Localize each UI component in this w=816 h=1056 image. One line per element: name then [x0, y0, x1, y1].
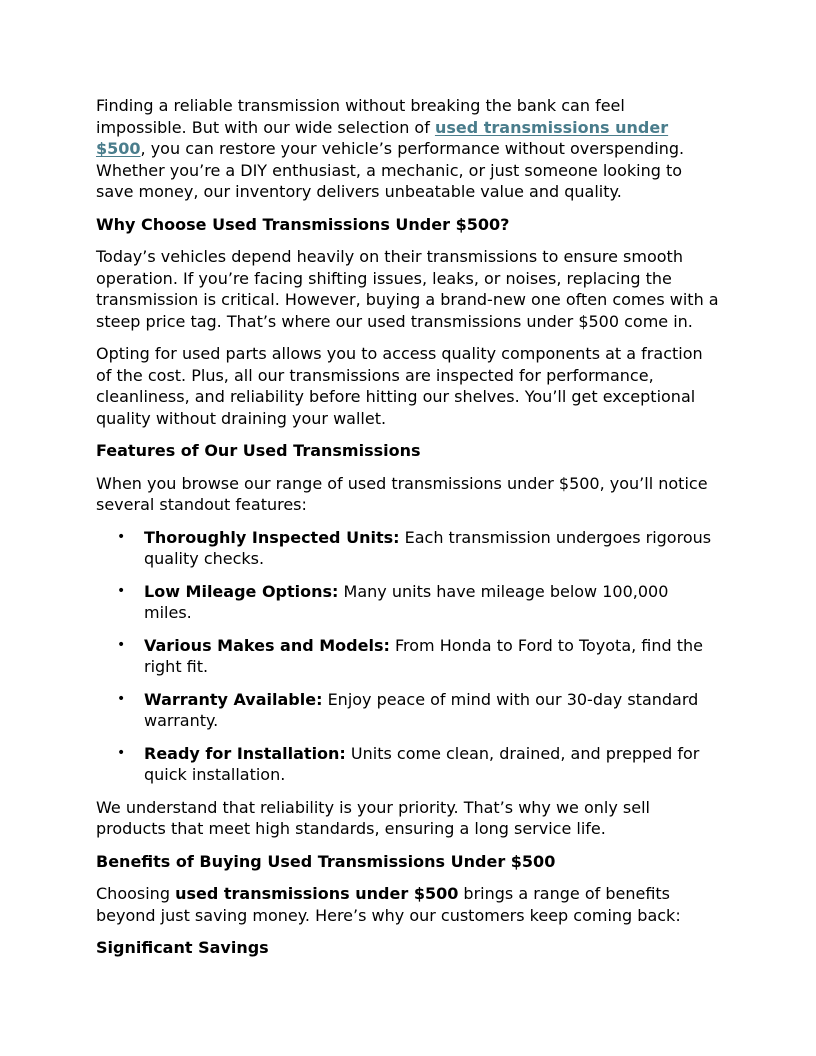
- list-item: [117, 635, 720, 678]
- why-paragraph-1: Today’s vehicles depend heavily on their transmissions to ensure smooth operation. If you’re facing shifting issues, leaks, or noises, replacing the transmission is critical. However, buying a brand-new one often comes with a steep price tag. That’s where our used transmissions under $500 come in.: [96, 247, 719, 331]
- features-heading: Features of Our Used Transmissions: [96, 441, 421, 460]
- feature-text: Units come clean, drained, and prepped for quick installation.: [144, 743, 700, 784]
- feature-text: Each transmission undergoes rigorous quality checks.: [144, 527, 712, 568]
- list-item: [117, 527, 720, 570]
- bullet-icon: •: [117, 528, 126, 545]
- feature-label: Various Makes and Models:: [144, 635, 390, 655]
- benefits-text-after: brings a range of benefits beyond just saving money. Here’s why our customers keep coming back:: [96, 884, 681, 925]
- feature-text: From Honda to Ford to Toyota, find the right fit.: [144, 635, 704, 676]
- feature-text: Many units have mileage below 100,000 miles.: [144, 581, 669, 622]
- feature-label: Ready for Installation:: [144, 743, 346, 763]
- list-item: [117, 689, 720, 732]
- bullet-icon: •: [117, 744, 126, 761]
- feature-label: Low Mileage Options:: [144, 581, 339, 601]
- feature-label: Warranty Available:: [144, 689, 323, 709]
- benefits-text-before: Choosing: [96, 884, 176, 903]
- features-intro: When you browse our range of used transmissions under $500, you’ll notice several standout features:: [96, 473, 708, 514]
- benefits-paragraph: [96, 883, 720, 926]
- features-list: [96, 527, 720, 786]
- benefits-heading: Benefits of Buying Used Transmissions Under $500: [96, 851, 556, 871]
- benefits-bold-text: used transmissions under $500: [175, 884, 459, 903]
- list-item: [117, 743, 720, 786]
- feature-label: Thoroughly Inspected Units:: [144, 527, 400, 547]
- features-closing: We understand that reliability is your priority. That’s why we only sell products that meet high standards, ensuring a long service life.: [96, 797, 650, 838]
- bullet-icon: •: [117, 582, 126, 599]
- intro-paragraph: [96, 95, 720, 203]
- why-choose-heading: Why Choose Used Transmissions Under $500?: [96, 214, 510, 234]
- significant-savings-heading: Significant Savings: [96, 938, 269, 957]
- bullet-icon: •: [117, 690, 126, 707]
- used-transmissions-link[interactable]: used transmissions under $500: [96, 117, 669, 158]
- intro-text-after: , you can restore your vehicle’s performance without overspending. Whether you’re a DIY enthusiast, a mechanic, or just someone looking to save money, our inventory delivers unbeatable value and quality.: [96, 139, 685, 201]
- bullet-icon: •: [117, 636, 126, 653]
- list-item: [117, 581, 720, 624]
- feature-text: Enjoy peace of mind with our 30-day standard warranty.: [144, 689, 699, 730]
- intro-text-before: Finding a reliable transmission without breaking the bank can feel impossible. But with our wide selection of: [96, 96, 625, 137]
- why-paragraph-2: Opting for used parts allows you to access quality components at a fraction of the cost. Plus, all our transmissions are inspected for performance, cleanliness, and reliability before hitting our shelves. You’ll get exceptional quality without draining your wallet.: [96, 344, 703, 428]
